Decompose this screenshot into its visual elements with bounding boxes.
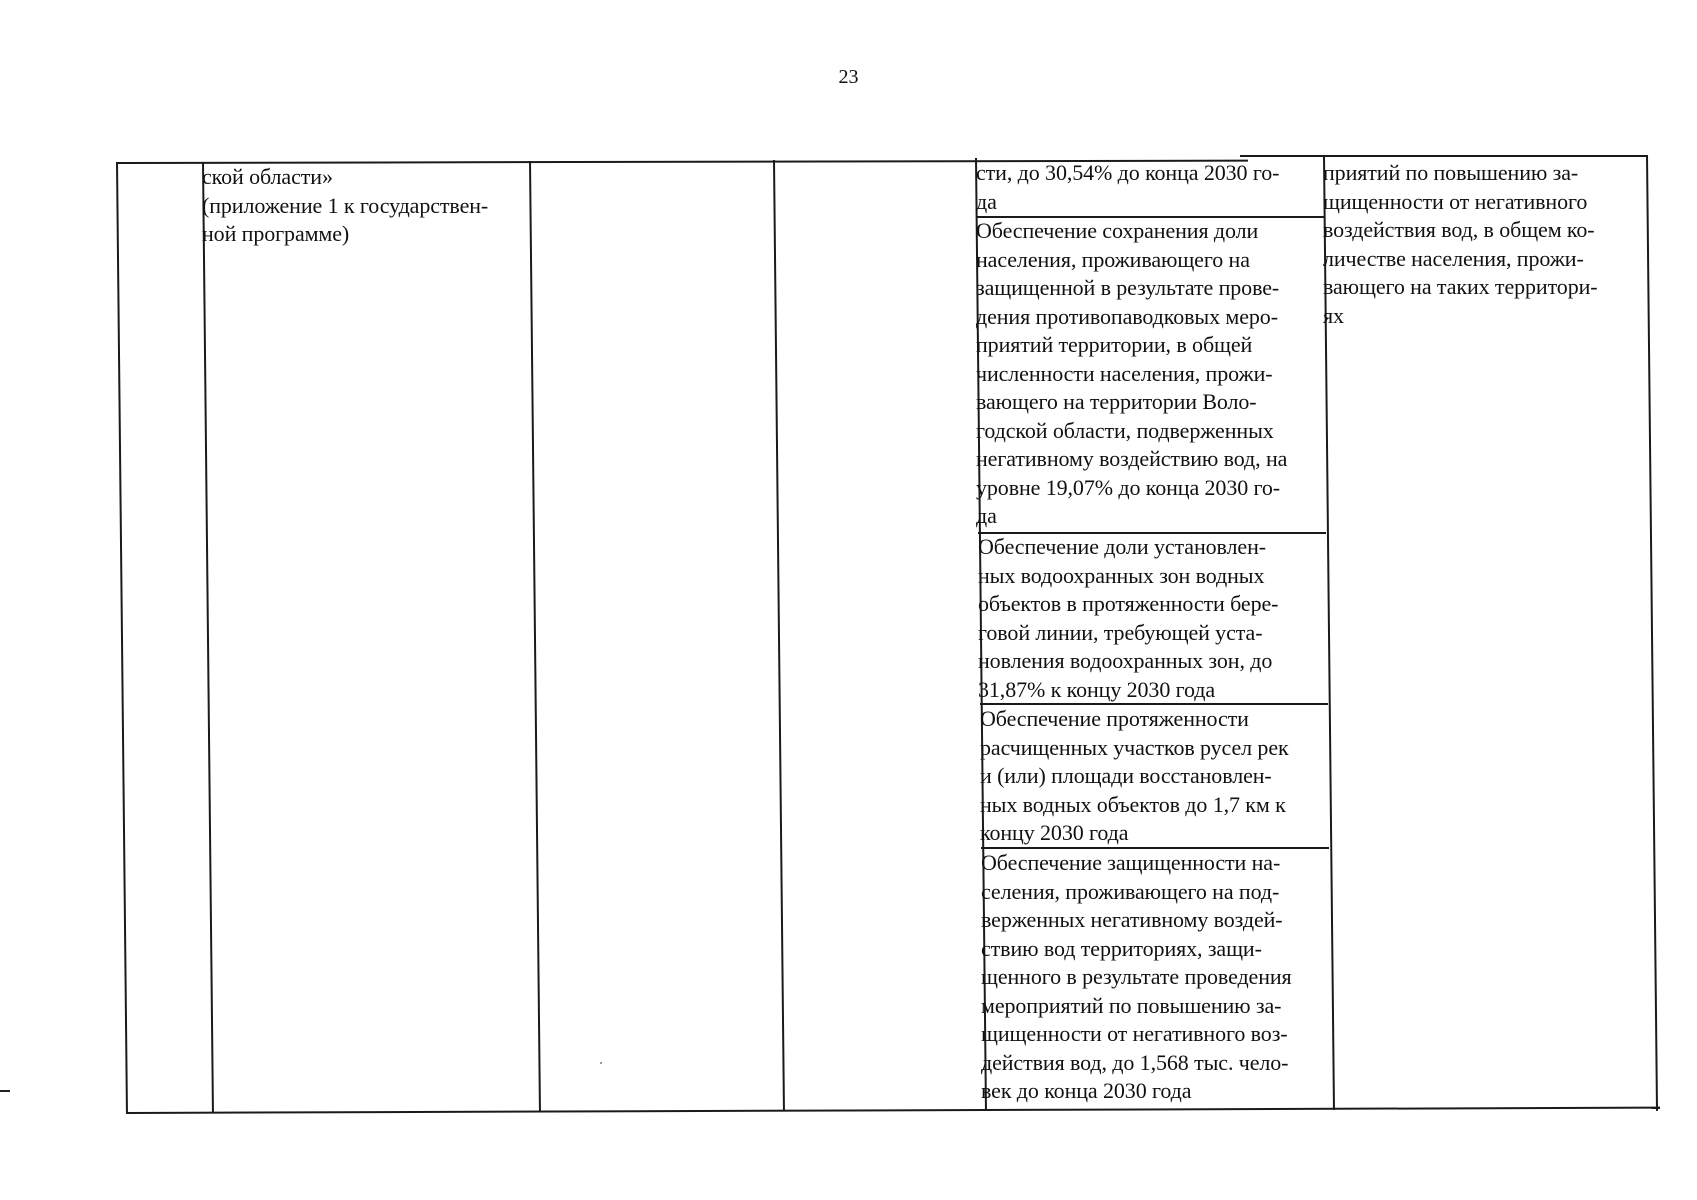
column-border-4	[773, 160, 785, 1110]
program-name-cell: ской области» (приложение 1 к государствен- ной программе)	[202, 164, 489, 246]
indicator-cell-3: Обеспечение доли установлен- ных водоохранных зон водных объектов в протяженности бере- говой линии, требующей уста- новления водоохранных зон, до 31,87% к концу 2030 года	[978, 534, 1279, 702]
table-bottom-border	[126, 1107, 1660, 1114]
page-number: 23	[838, 66, 859, 88]
indicator-cell-1: сти, до 30,54% до конца 2030 го- да	[976, 160, 1280, 214]
indicator-cell-5: Обеспечение защищенности на- селения, проживающего на под- верженных негативному воздей- ствию вод территориях, защи- щенного в результате проведения мероприятий по повышению за- щищенности от негативного воз- действия вод, до 1,568 тыс. чело- век до конца 2030 года	[981, 850, 1292, 1103]
indicator-cell-2: Обеспечение сохранения доли населения, проживающего на защищенной в результате прове- дения противопаводковых меро- приятий территории, в общей численности населения, прожи- вающего на территории Воло- годской области, подверженных негативному воздействию вод, на уровне 19,07% до конца 2030 го- да	[976, 218, 1288, 528]
table-top-border-right	[1240, 155, 1646, 157]
margin-mark	[0, 1090, 10, 1092]
column-border-2	[202, 162, 214, 1112]
result-description-cell: приятий по повышению за- щищенности от негативного воздействия вод, в общем ко- личестве населения, прожи- вающего на таких территори- ях	[1323, 160, 1598, 328]
scan-dot	[600, 1062, 602, 1064]
indicator-cell-4: Обеспечение протяженности расчищенных участков русел рек и (или) площади восстановлен- ных водных объектов до 1,7 км к концу 2030 года	[980, 706, 1289, 845]
column-border-1	[116, 162, 128, 1114]
column-border-3	[529, 161, 541, 1111]
column-border-7	[1646, 155, 1658, 1111]
